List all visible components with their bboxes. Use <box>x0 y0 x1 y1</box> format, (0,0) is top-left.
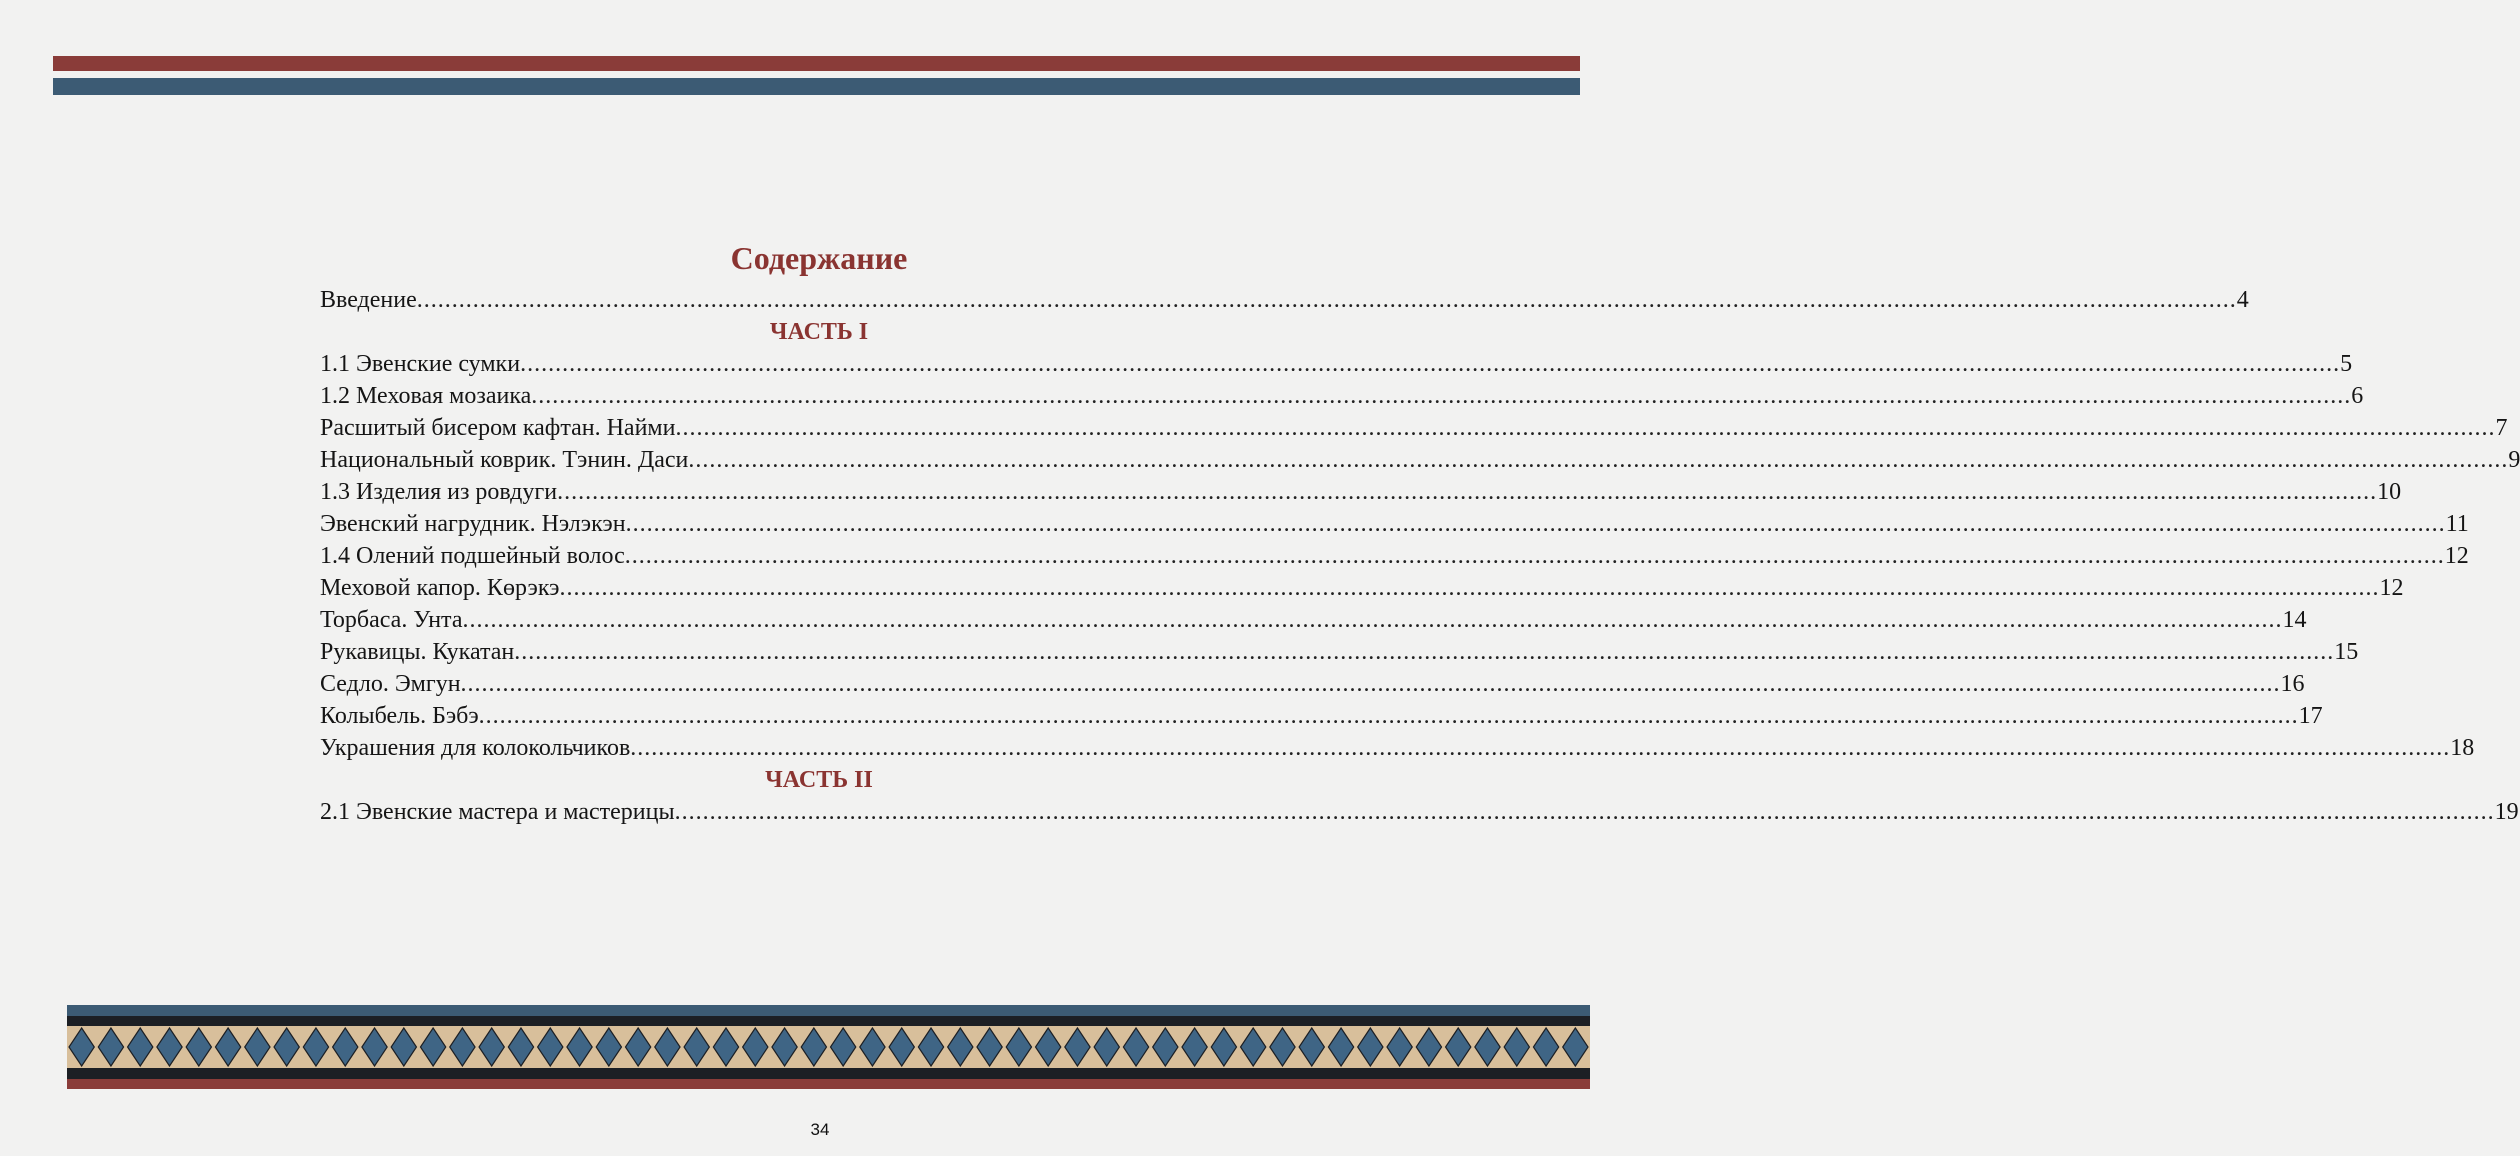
toc-entry-page: 4 <box>2236 287 2249 313</box>
toc-dot-leader: .................................................................................................................................................................................................................................................................... <box>520 351 2341 377</box>
toc-entry-page: 14 <box>2282 607 2307 633</box>
toc-dot-leader: .................................................................................................................................................................................................................................................................... <box>559 575 2380 601</box>
toc-entry <box>320 540 2469 572</box>
toc-entry <box>320 732 2475 764</box>
toc-dot-leader: .................................................................................................................................................................................................................................................................... <box>624 543 2445 569</box>
toc-entry <box>320 636 2359 668</box>
toc-dot-leader: .................................................................................................................................................................................................................................................................... <box>462 607 2283 633</box>
toc-entry-page: 16 <box>2280 671 2305 697</box>
toc-entry-title: 1.2 Меховая мозаика <box>320 383 532 409</box>
toc-entry-page: 18 <box>2450 735 2475 761</box>
toc-entry <box>320 668 2305 700</box>
toc-entry-title: 1.1 Эвенские сумки <box>320 351 521 377</box>
toc-entry-title: Меховой капор. Көрэкэ <box>320 575 560 601</box>
toc-entry <box>320 572 2404 604</box>
toc-entry-page: 9 <box>2508 447 2520 473</box>
toc-dot-leader: .................................................................................................................................................................................................................................................................... <box>675 415 2496 441</box>
ornament-bottom-red-stripe <box>67 1079 1590 1089</box>
table-of-contents <box>320 232 2520 828</box>
toc-part-heading: ЧАСТЬ II <box>765 767 873 793</box>
toc-entry <box>320 444 2520 476</box>
top-border-red-band <box>53 56 1580 71</box>
toc-dot-leader: .................................................................................................................................................................................................................................................................... <box>688 447 2509 473</box>
toc-dot-leader: .................................................................................................................................................................................................................................................................... <box>416 287 2237 313</box>
toc-entry-title: 2.1 Эвенские мастера и мастерицы <box>320 799 675 825</box>
toc-entry-title: 1.4 Олений подшейный волос <box>320 543 625 569</box>
toc-entry-title: Рукавицы. Кукатан <box>320 639 515 665</box>
toc-dot-leader: .................................................................................................................................................................................................................................................................... <box>514 639 2335 665</box>
toc-entry <box>320 796 2519 828</box>
page-number: 34 <box>810 1120 830 1139</box>
ornament-top-dark-stripe <box>67 1016 1590 1026</box>
toc-title: Содержание <box>730 240 908 276</box>
toc-entry-title: Расшитый бисером кафтан. Найми <box>320 415 676 441</box>
toc-dot-leader: .................................................................................................................................................................................................................................................................... <box>557 479 2378 505</box>
toc-entry <box>320 380 2364 412</box>
toc-part-heading: ЧАСТЬ I <box>769 319 869 345</box>
toc-dot-leader: .................................................................................................................................................................................................................................................................... <box>531 383 2352 409</box>
toc-entry-page: 12 <box>2444 543 2469 569</box>
toc-entry <box>320 508 2469 540</box>
toc-entry <box>320 348 2353 380</box>
ornament-top-blue-stripe <box>67 1005 1590 1016</box>
toc-entry <box>320 604 2307 636</box>
ornament-bottom-dark-stripe <box>67 1068 1590 1079</box>
ornamental-border <box>67 1005 1590 1097</box>
top-border-blue-band <box>53 78 1580 95</box>
toc-entry <box>320 412 2508 444</box>
toc-entry-page: 7 <box>2495 415 2508 441</box>
toc-dot-leader: .................................................................................................................................................................................................................................................................... <box>674 799 2495 825</box>
toc-list <box>320 284 2520 828</box>
toc-entry <box>320 476 2402 508</box>
toc-dot-leader: .................................................................................................................................................................................................................................................................... <box>460 671 2281 697</box>
toc-entry <box>320 700 2323 732</box>
toc-entry-title: 1.3 Изделия из ровдуги <box>320 479 558 505</box>
toc-entry-title: Колыбель. Бэбэ <box>320 703 479 729</box>
toc-entry-title: Эвенский нагрудник. Нэлэкэн <box>320 511 626 537</box>
toc-dot-leader: .................................................................................................................................................................................................................................................................... <box>630 735 2451 761</box>
toc-entry <box>320 284 2249 316</box>
toc-dot-leader: .................................................................................................................................................................................................................................................................... <box>625 511 2446 537</box>
toc-entry-page: 15 <box>2334 639 2359 665</box>
toc-dot-leader: .................................................................................................................................................................................................................................................................... <box>478 703 2299 729</box>
toc-entry-title: Введение <box>320 287 417 313</box>
toc-entry-page: 5 <box>2340 351 2353 377</box>
toc-entry-title: Торбаса. Унта <box>320 607 463 633</box>
toc-entry-page: 12 <box>2379 575 2404 601</box>
toc-entry-title: Украшения для колокольчиков <box>320 735 631 761</box>
toc-entry-title: Национальный коврик. Тэнин. Даси <box>320 447 689 473</box>
toc-entry-title: Седло. Эмгун <box>320 671 461 697</box>
toc-entry-page: 10 <box>2377 479 2402 505</box>
toc-entry-page: 17 <box>2298 703 2323 729</box>
toc-entry-page: 11 <box>2445 511 2469 537</box>
toc-entry-page: 6 <box>2351 383 2364 409</box>
toc-entry-page: 19 <box>2494 799 2519 825</box>
